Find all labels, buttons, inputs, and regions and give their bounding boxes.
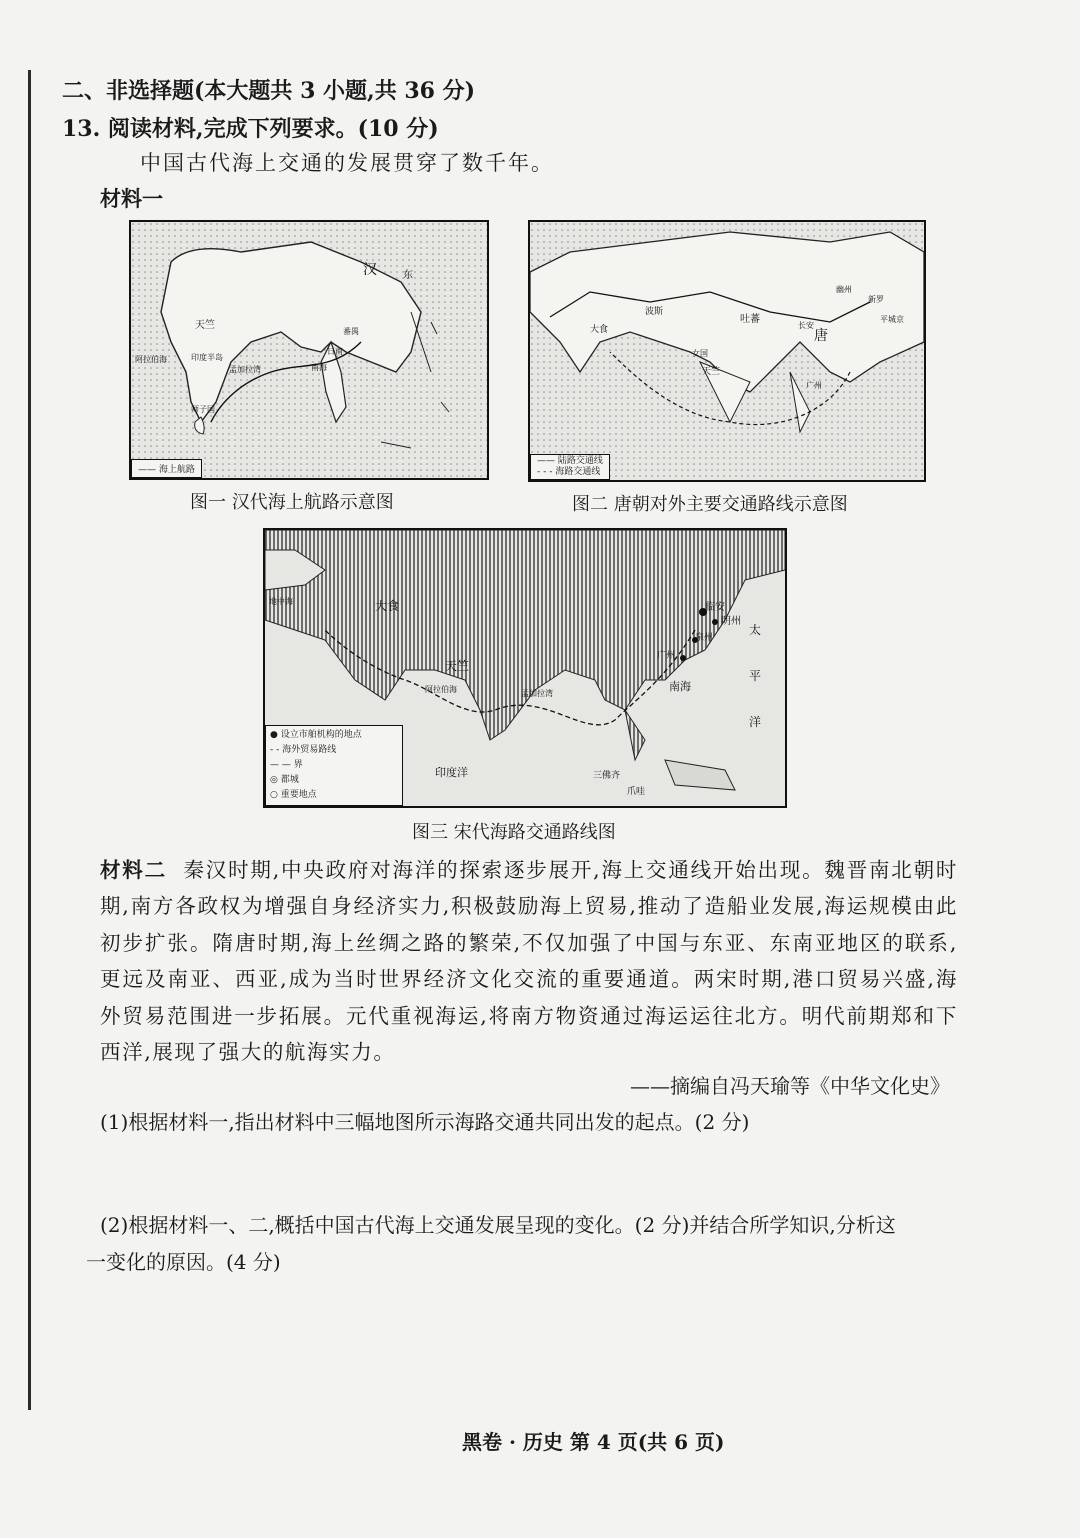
- dashed-line-icon: - -: [270, 745, 283, 755]
- label-pacific-2: 平: [749, 669, 762, 683]
- hollow-dot-icon: ○: [270, 790, 281, 800]
- map-han-sea-route: [129, 220, 489, 480]
- label-youzhou: 幽州: [836, 285, 852, 294]
- label-changan: 长安: [798, 321, 814, 330]
- label-bosi: 波斯: [645, 307, 664, 317]
- legend-dashed-icon: - - -: [537, 467, 556, 477]
- subquestion-2-line2: 一变化的原因。(4 分): [86, 1250, 281, 1274]
- label-pingcheng: 平城京: [880, 315, 904, 324]
- label-lin-an: 临安: [705, 602, 725, 613]
- label-indian: 印度洋: [435, 766, 468, 779]
- label-han: 汉: [363, 262, 377, 278]
- label-bengal: 孟加拉湾: [229, 365, 261, 374]
- map2-caption: 图二 唐朝对外主要交通路线示意图: [572, 494, 848, 515]
- material2-paragraph: [100, 852, 958, 1070]
- map2-legend: [530, 454, 610, 480]
- material1-label: 材料一: [100, 186, 163, 211]
- label-zhuawa: 爪哇: [627, 787, 646, 797]
- legend-capital: ◎ 都城: [270, 775, 299, 785]
- label-ceylon: 师子国: [191, 405, 215, 414]
- label-tianzhu: 天竺: [702, 367, 721, 377]
- legend-sea: - - - 海路交通线: [537, 467, 601, 477]
- capital-icon: ◎: [270, 775, 281, 785]
- map-tang-routes: [528, 220, 926, 482]
- margin-line: [28, 70, 31, 1410]
- label-sanfoqi: 三佛齐: [593, 771, 621, 781]
- subquestion-1: (1)根据材料一,指出材料中三幅地图所示海路交通共同出发的起点。(2 分): [100, 1110, 750, 1134]
- label-nvguo: 女国: [692, 349, 708, 358]
- question-intro: 中国古代海上交通的发展贯穿了数千年。: [140, 151, 554, 175]
- label-dashi: 大食: [375, 599, 400, 613]
- subquestion-2-line1: (2)根据材料一、二,概括中国古代海上交通发展呈现的变化。(2 分)并结合所学知识,分析这: [100, 1213, 896, 1237]
- legend-shibo: ● 设立市舶机构的地点: [270, 730, 362, 740]
- material2-text: 秦汉时期,中央政府对海洋的探索逐步展开,海上交通线开始出现。魏晋南北朝时期,南方各政权为增强自身经济实力,积极鼓励海上贸易,推动了造船业发展,海运规模由此初步扩张。隋唐时期,海上丝绸之路的繁荣,不仅加强了中国与东亚、东南亚地区的联系,更远及南亚、西亚,成为当时世界经济文化交流的重要通道。两宋时期,港口贸易兴盛,海外贸易范围进一步拓展。元代重视海运,将南方物资通过海运运往北方。明代前期郑和下西洋,展现了强大的航海实力。: [100, 858, 958, 1065]
- legend-trade-route: - - 海外贸易路线: [270, 745, 337, 755]
- map-song-sea-routes: [263, 528, 787, 808]
- section-title: 二、非选择题(本大题共 3 小题,共 36 分): [62, 78, 476, 104]
- legend-border: — — 界: [270, 760, 303, 770]
- label-quanzhou: 泉州: [695, 633, 714, 643]
- filled-dot-icon: ●: [270, 730, 281, 740]
- dash-border-icon: — —: [270, 760, 294, 770]
- label-rinan: 日南: [327, 347, 343, 356]
- label-nanhai: 南海: [311, 363, 327, 372]
- map1-caption: 图一 汉代海上航路示意图: [190, 492, 394, 513]
- label-guangzhou: 广州: [657, 651, 676, 661]
- legend-important-place: ○ 重要地点: [270, 790, 317, 800]
- label-pacific-1: 太: [749, 623, 762, 637]
- label-india: 印度半岛: [191, 353, 223, 362]
- label-dashi: 大食: [590, 325, 609, 335]
- label-tang: 唐: [814, 328, 828, 344]
- label-mingzhou: 明州: [721, 616, 741, 627]
- label-dong: 东: [403, 270, 413, 281]
- label-guangzhou: 广州: [806, 381, 822, 390]
- legend-sea-route: 海上航路: [158, 465, 195, 475]
- label-tianzhu: 天竺: [195, 320, 215, 331]
- material2-source: ——摘编自冯天瑜等《中华文化史》: [630, 1074, 950, 1098]
- label-xinluo: 新罗: [868, 295, 884, 304]
- legend-land: —— 陆路交通线: [537, 456, 603, 466]
- label-tianzhu: 天竺: [445, 659, 470, 673]
- legend-solid-icon: ——: [537, 456, 558, 466]
- label-nanhai: 南海: [669, 680, 691, 693]
- map1-legend: [131, 459, 202, 478]
- map3-caption: 图三 宋代海路交通路线图: [412, 822, 616, 843]
- legend-line-icon: ——: [138, 465, 156, 475]
- material2-label: 材料二: [100, 858, 167, 882]
- label-pacific-3: 洋: [749, 715, 762, 729]
- page-footer: 黑卷 · 历史 第 4 页(共 6 页): [462, 1430, 725, 1454]
- question-title: 13. 阅读材料,完成下列要求。(10 分): [62, 116, 439, 142]
- map3-legend: [265, 725, 403, 806]
- label-panyu: 番禺: [343, 327, 359, 336]
- label-dishihai: 地中海: [269, 597, 293, 606]
- label-arabia: 阿拉伯海: [425, 685, 457, 694]
- label-bengal: 孟加拉湾: [521, 689, 553, 698]
- label-arabia: 阿拉伯海: [135, 355, 167, 364]
- label-tufan: 吐蕃: [740, 314, 760, 325]
